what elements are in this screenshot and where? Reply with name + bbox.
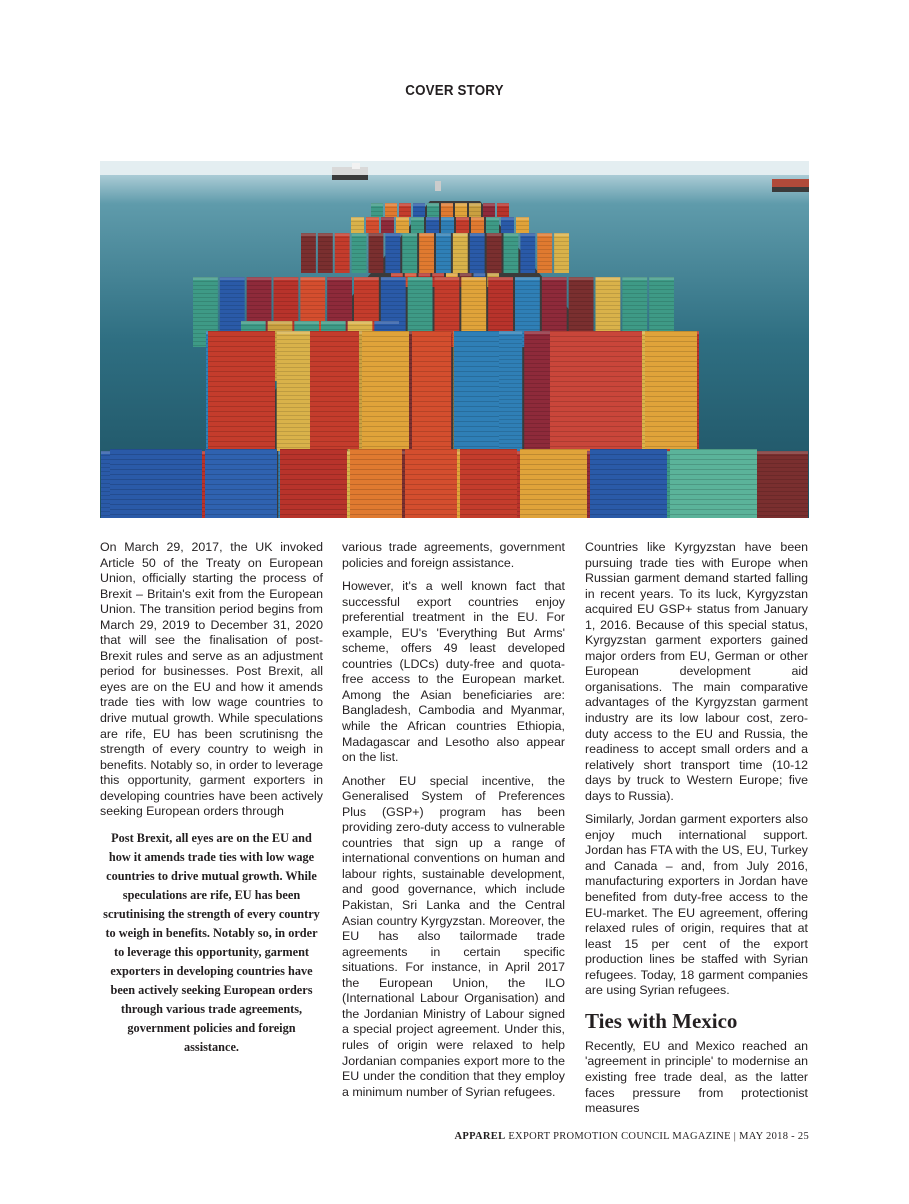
footer-brand: APPAREL [454,1131,506,1142]
subheading: Ties with Mexico [585,1008,738,1033]
paragraph: various trade agreements, government policies and foreign assistance. [342,540,565,570]
page-footer [455,1131,809,1142]
paragraph: Another EU special incentive, the Generalised System of Preferences Plus (GSP+) program has been providing zero-duty access to vulnerable countries that sign up a range of international conventions on human and labour rights, sustainable development, and good governance, which include Pakistan, Sri Lanka and the Central Asian country Kyrgyzstan. Moreover, the EU has also tailormade trade agreements in certain specific situations. For instance, in April 2017 the European Union, the ILO (International Labour Organisation) and the Jordanian Ministry of Labour signed a special project agreement. Under this, rules of origin were relaxed to help Jordanian companies export more to the EU under the condition that they employ a minimum number of Syrian refugees. [342,773,565,1099]
article-column-1 [100,540,323,828]
section-header: COVER STORY [405,83,504,99]
article-column-3 [585,540,808,1125]
paragraph: Countries like Kyrgyzstan have been pursuing trade ties with Europe when Russian garment demand started falling in recent years. To its luck, Kyrgyzstan acquired EU GSP+ status from January 1, 2016. Because of this special status, Kyrgyzstan garment exporters gained major orders from EU, German or other European development aid organisations. The main comparative advantages of the Kyrgyzstan garment industry are its low labour cost, zero-duty access to the EU and Russia, the readiness to accept small orders and a relatively short transport time (10-12 days by truck to Western Europe; five days to Russia). [585,540,808,803]
paragraph: Recently, EU and Mexico reached an 'agreement in principle' to modernise an existing free trade deal, as the latter faces pressure from protectionist measures [585,1038,808,1116]
paragraph: However, it's a well known fact that successful export countries enjoy preferential treatment in the EU. For example, EU's 'Everything But Arms' scheme, offers 49 least developed countries (LDCs) duty-free and quota-free access to the European market. Among the Asian beneficiaries are: Bangladesh, Cambodia and Myanmar, while the African countries Ethiopia, Madagascar and Lesotho also appear on the list. [342,579,565,765]
footer-text: EXPORT PROMOTION COUNCIL MAGAZINE | MAY 2018 - 25 [505,1131,809,1142]
container-ship-photo [100,161,809,518]
article-column-2 [342,540,565,1108]
distant-ship-right [772,179,809,192]
paragraph: Similarly, Jordan garment exporters also enjoy much international support. Jordan has FTA with the US, EU, Turkey and Canada – and, from July 2016, manufacturing exporters in Jordan have benefited from duty-free access to the EU-market. The EU agreement, offering relaxed rules of origin, requires that at least 15 per cent of the export production lines be staffed with Syrian refugees. Today, 18 garment companies are using Syrian refugees. [585,812,808,998]
paragraph: On March 29, 2017, the UK invoked Article 50 of the Treaty on European Union, officially starting the process of Brexit – Britain's exit from the European Union. The transition period begins from March 29, 2019 to December 31, 2020 that will see the finalisation of post-Brexit rules and serve as an adjustment period for businesses. Post Brexit, all eyes are on the EU and how it amends trade ties with low wage countries to drive mutual growth. While speculations are rife, EU has been scrutinisng the strength of every country to weigh in benefits. Notably so, in order to leverage this opportunity, garment exporters in developing countries have been actively seeking European orders through [100,540,323,819]
pull-quote: Post Brexit, all eyes are on the EU and how it amends trade ties with low wage countries to drive mutual growth. While speculations are rife, EU has been scrutinising the strength of every country to weigh in benefits. Notably so, in order to leverage this opportunity, garment exporters in developing countries have been actively seeking European orders through various trade agreements, government policies and foreign assistance. [103,831,320,1054]
